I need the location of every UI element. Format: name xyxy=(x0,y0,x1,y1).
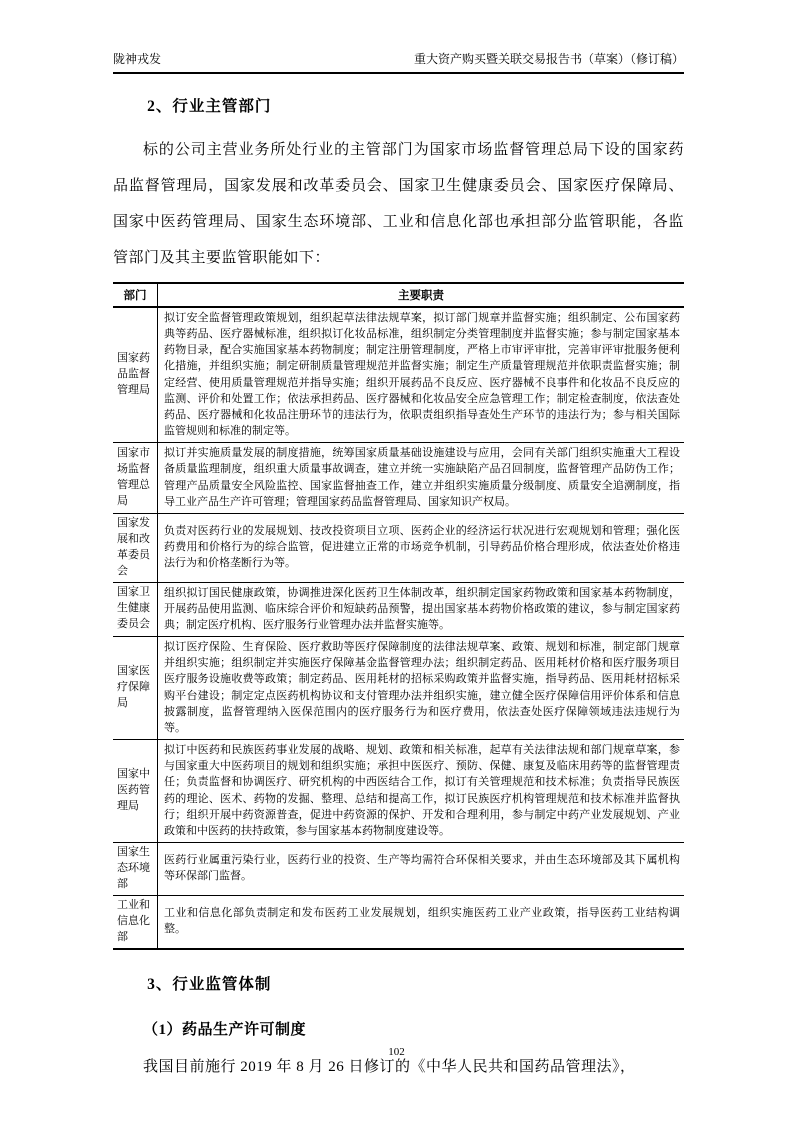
dept-cell: 国家中医药管理局 xyxy=(113,740,158,843)
table-header-duty: 主要职责 xyxy=(158,283,685,307)
duty-cell: 拟订并实施质量发展的制度措施，统筹国家质量基础设施建设与应用，会同有关部门组织实施重大工程设备质量监理制度，组织重大质量事故调查，建立并统一实施缺陷产品召回制度，监督管理产品防伪工作；管理产品质量安全风险监控、国家监督抽查工作，建立并组织实施质量分级制度、质量安全追溯制度，指导工业产品生产许可管理；管理国家药品监督管理局、国家知识产权局。 xyxy=(158,443,685,514)
section-heading-industry-authorities: 2、行业主管部门 xyxy=(147,98,272,115)
dept-cell: 工业和信息化部 xyxy=(113,895,158,948)
table-row xyxy=(113,443,684,514)
dept-cell: 国家药品监督管理局 xyxy=(113,307,158,443)
page-header xyxy=(113,50,684,74)
duty-cell: 负责对医药行业的发展规划、技改投资项目立项、医药企业的经济运行状况进行宏观规划和管理；强化医药费用和价格行为的综合监管，促进建立正常的市场竞争机制，引导药品价格合理形成，依法查处价格违法行为和价格垄断行为等。 xyxy=(158,513,685,582)
header-company-name: 陇神戎发 xyxy=(113,52,162,66)
header-report-title: 重大资产购买暨关联交易报告书（草案）（修订稿） xyxy=(413,52,684,66)
dept-cell: 国家卫生健康委员会 xyxy=(113,582,158,636)
section-heading-regulatory-system: 3、行业监管体制 xyxy=(147,975,272,993)
duty-cell: 拟订中医药和民族医药事业发展的战略、规划、政策和相关标准，起草有关法律法规和部门规章草案，参与国家重大中医药项目的规划和组织实施；承担中医医疗、预防、保健、康复及临床用药等的监督管理责任；负责监督和协调医疗、研究机构的中西医结合工作，拟订有关管理规范和技术标准；负责指导民族医药的理论、医术、药物的发掘、整理、总结和提高工作，拟订民族医疗机构管理规范和技术标准并监督执行；组织开展中药资源普查，促进中药资源的保护、开发和合理利用，参与制定中药产业发展规划、产业政策和中医药的扶持政策，参与国家基本药物制度建设等。 xyxy=(158,740,685,843)
table-body xyxy=(113,307,684,949)
dept-cell: 国家生态环境部 xyxy=(113,842,158,895)
table-row xyxy=(113,307,684,443)
table-row xyxy=(113,740,684,843)
table-row xyxy=(113,637,684,740)
closing-paragraph: 我国目前施行 2019 年 8 月 26 日修订的《中华人民共和国药品管理法》， xyxy=(143,1058,636,1075)
intro-paragraph: 标的公司主营业务所处行业的主管部门为国家市场监督管理总局下设的国家药品监督管理局，国家发展和改革委员会、国家卫生健康委员会、国家医疗保障局、国家中医药管理局、国家生态环境部、工业和信息化部也承担部分监管职能，各监管部门及其主要监管职能如下： xyxy=(113,142,684,266)
duty-cell: 组织拟订国民健康政策，协调推进深化医药卫生体制改革，组织制定国家药物政策和国家基本药物制度，开展药品使用监测、临床综合评价和短缺药品预警，提出国家基本药物价格政策的建议，参与制定国家药典；制定医疗机构、医疗服务行业管理办法并监督实施等。 xyxy=(158,582,685,636)
table-row xyxy=(113,842,684,895)
page-number: 102 xyxy=(388,1046,405,1058)
dept-cell: 国家市场监督管理总局 xyxy=(113,443,158,514)
table-header-dept: 部门 xyxy=(113,283,158,307)
dept-cell: 国家发展和改革委员会 xyxy=(113,513,158,582)
duty-cell: 医药行业属重污染行业，医药行业的投资、生产等均需符合环保相关要求，并由生态环境部及其下属机构等环保部门监督。 xyxy=(158,842,685,895)
dept-cell: 国家医疗保障局 xyxy=(113,637,158,740)
table-header-row xyxy=(113,283,684,307)
table-row xyxy=(113,895,684,948)
table-row xyxy=(113,582,684,636)
table-head xyxy=(113,283,684,307)
duty-cell: 拟订安全监督管理政策规划，组织起草法律法规草案，拟订部门规章并监督实施；组织制定、公布国家药典等药品、医疗器械标准，组织拟订化妆品标准，组织制定分类管理制度并监督实施；参与制定国家基本药物目录，配合实施国家基本药物制度；制定注册管理制度，严格上市审评审批，完善审评审批服务便利化措施，并组织实施；制定研制质量管理规范并监督实施；制定生产质量管理规范并依职责监督实施；制定经营、使用质量管理规范并指导实施；组织开展药品不良反应、医疗器械不良事件和化妆品不良反应的监测、评价和处置工作；依法承担药品、医疗器械和化妆品安全应急管理工作；制定检查制度，依法查处药品、医疗器械和化妆品注册环节的违法行为，依职责组织指导查处生产环节的违法行为；参与相关国际监管规则和标准的制定等。 xyxy=(158,307,685,443)
subsection-heading-production-license: （1）药品生产许可制度 xyxy=(143,1021,307,1038)
table-row xyxy=(113,513,684,582)
duty-cell: 拟订医疗保险、生育保险、医疗救助等医疗保障制度的法律法规草案、政策、规划和标准，制定部门规章并组织实施；组织制定并实施医疗保障基金监督管理办法；组织制定药品、医用耗材价格和医疗服务项目医疗服务设施收费等政策；制定药品、医用耗材的招标采购政策并监督实施，指导药品、医用耗材招标采购平台建设；制定定点医药机构协议和支付管理办法并组织实施，建立健全医疗保障信用评价体系和信息披露制度，监督管理纳入医保范围内的医疗服务行为和医疗费用，依法查处医疗保障领域违法违规行为等。 xyxy=(158,637,685,740)
regulator-duties-table xyxy=(113,282,684,950)
duty-cell: 工业和信息化部负责制定和发布医药工业发展规划，组织实施医药工业产业政策，指导医药工业结构调整。 xyxy=(158,895,685,948)
